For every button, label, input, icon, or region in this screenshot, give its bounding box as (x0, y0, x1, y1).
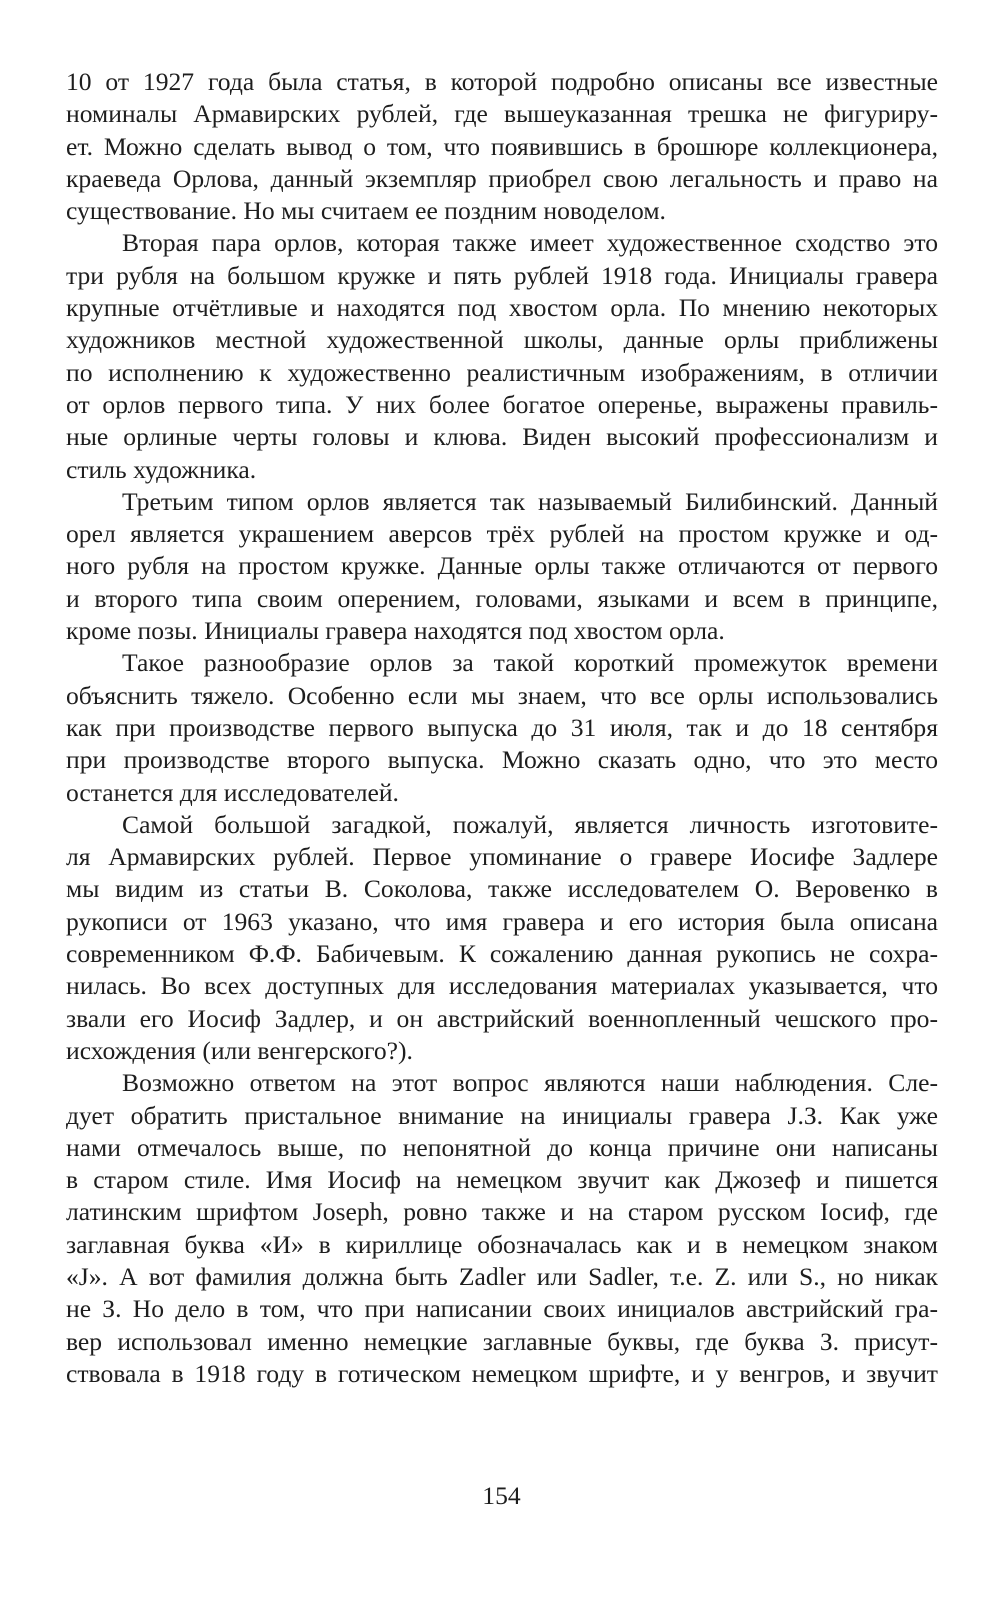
text-line: Такое разнообразие орлов за такой короткий промежуток времени (122, 648, 938, 678)
text-line: ствовала в 1918 году в готическом немецком шрифте, и у венгров, и звучит (66, 1358, 938, 1388)
text-line: исхождения (или венгерского?). (66, 1035, 413, 1065)
paragraph (66, 809, 938, 1067)
text-line: Вторая пара орлов, которая также имеет художественное сходство это (122, 228, 938, 258)
text-line: современником Ф.Ф. Бабичевым. К сожалению данная рукопись не сохра- (66, 939, 938, 969)
text-line: Возможно ответом на этот вопрос являются наши наблюдения. Сле- (122, 1068, 938, 1098)
text-line: существование. Но мы считаем ее поздним новоделом. (66, 196, 666, 226)
text-line: Третьим типом орлов является так называемый Билибинский. Данный (122, 486, 938, 516)
text-line: нами отмечалось выше, по непонятной до конца причине они написаны (66, 1132, 938, 1162)
text-line: как при производстве первого выпуска до 31 июля, так и до 18 сентября (66, 712, 938, 742)
text-line: латинским шрифтом Joseph, ровно также и на старом русском Iосиф, где (66, 1197, 938, 1227)
text-line: при производстве второго выпуска. Можно сказать одно, что это место (66, 745, 938, 775)
text-line: рукописи от 1963 указано, что имя гравера и его история была описана (66, 906, 938, 936)
text-line: орел является украшением аверсов трёх рублей на простом кружке и од- (66, 519, 938, 549)
body-text (66, 66, 938, 1390)
text-line: не З. Но дело в том, что при написании своих инициалов австрийский гра- (66, 1294, 938, 1324)
text-line: по исполнению к художественно реалистичным изображениям, в отличии (66, 357, 938, 387)
text-line: от орлов первого типа. У них более богатое оперенье, выражены правиль- (66, 389, 938, 419)
text-line: ные орлиные черты головы и клюва. Виден высокий профессионализм и (66, 422, 938, 452)
text-line: краеведа Орлова, данный экземпляр приобрел свою легальность и право на (66, 163, 938, 193)
text-line: объяснить тяжело. Особенно если мы знаем, что все орлы использовались (66, 680, 938, 710)
text-line: номиналы Армавирских рублей, где вышеуказанная трешка не фигуриру- (66, 99, 938, 129)
text-line: останется для исследователей. (66, 777, 399, 807)
text-line: ля Армавирских рублей. Первое упоминание о гравере Иосифе Задлере (66, 842, 938, 872)
text-line: звали его Иосиф Задлер, и он австрийский военнопленный чешского про- (66, 1003, 938, 1033)
text-line: стиль художника. (66, 454, 257, 484)
text-line: художников местной художественной школы, данные орлы приближены (66, 325, 938, 355)
text-line: 10 от 1927 года была статья, в которой подробно описаны все известные (66, 67, 938, 96)
text-line: в старом стиле. Имя Иосиф на немецком звучит как Джозеф и пишется (66, 1165, 938, 1195)
paragraph (66, 227, 938, 485)
text-line: вер использовал именно немецкие заглавные буквы, где буква З. присут- (66, 1326, 938, 1356)
paragraph (66, 1067, 938, 1390)
text-line: Самой большой загадкой, пожалуй, является личность изготовите- (122, 809, 938, 839)
text-line: крупные отчётливые и находятся под хвостом орла. По мнению некоторых (66, 293, 938, 323)
paragraph (66, 66, 938, 227)
text-line: «J». А вот фамилия должна быть Zadler или Sadler, т.е. Z. или S., но никак (66, 1261, 938, 1291)
text-line: ет. Можно сделать вывод о том, что появившись в брошюре коллекционера, (66, 131, 938, 161)
text-line: мы видим из статьи В. Соколова, также исследователем О. Веровенко в (66, 874, 938, 904)
text-line: дует обратить пристальное внимание на инициалы гравера J.З. Как уже (66, 1100, 938, 1130)
text-line: и второго типа своим оперением, головами, языками и всем в принципе, (66, 583, 938, 613)
text-line: кроме позы. Инициалы гравера находятся под хвостом орла. (66, 616, 725, 646)
page-number: 154 (482, 1481, 521, 1510)
text-line: ного рубля на простом кружке. Данные орлы также отличаются от первого (66, 551, 938, 581)
paragraph (66, 486, 938, 647)
text-line: три рубля на большом кружке и пять рублей 1918 года. Инициалы гравера (66, 260, 938, 290)
paragraph (66, 647, 938, 808)
text-line: заглавная буква «И» в кириллице обозначалась как и в немецком знаком (66, 1229, 938, 1259)
text-line: нилась. Во всех доступных для исследования материалах указывается, что (66, 971, 938, 1001)
